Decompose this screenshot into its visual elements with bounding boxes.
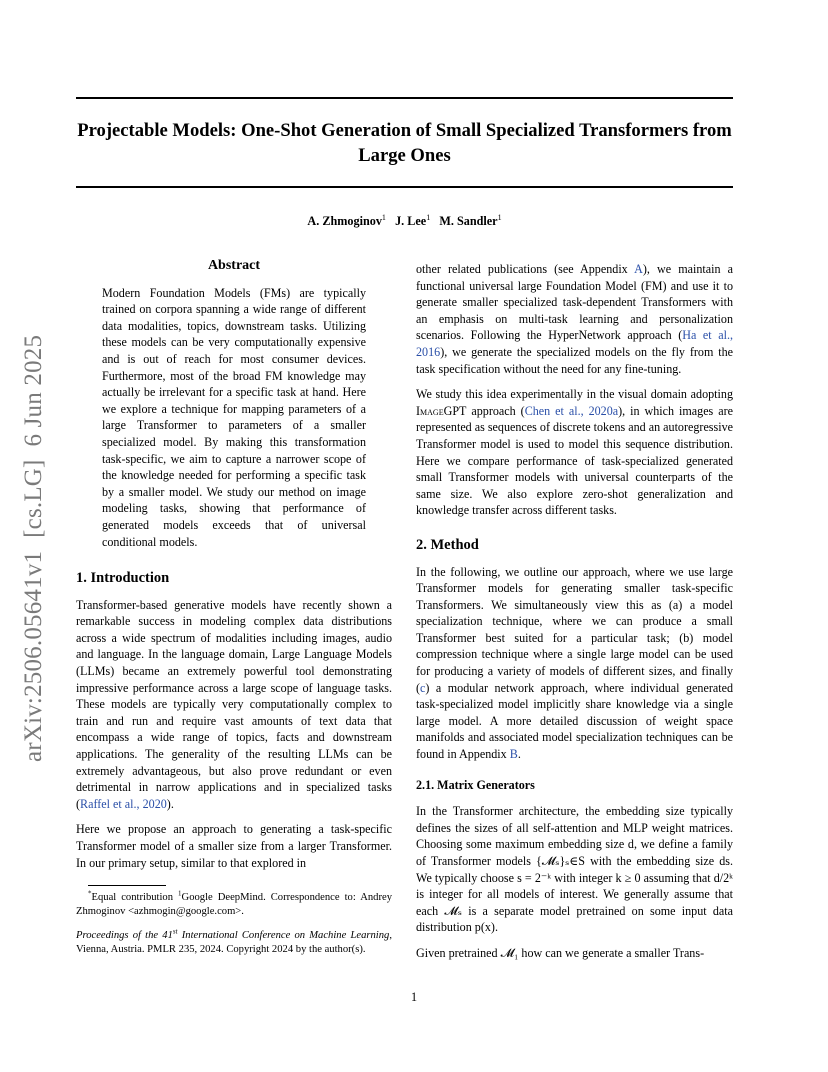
right-column [416, 261, 733, 971]
method-paragraph: In the following, we outline our approach, where we use large Transformer models for generating smaller task-specific Transformers. We simultaneously view this as (a) a model specialization technique, where we can produce a small Transformer best suited for a particular task; (b) model compression technique where a single large model can be used for producing a variety of models of different sizes, and finally (c) a modular network approach, where individual generated task-specialized model implicitly share knowledge via a single large model. A more detailed discussion of weight space manifolds and associated model specialization techniques can be found in Appendix B. [416, 564, 733, 762]
intro-paragraph: Here we propose an approach to generating a task-specific Transformer model of a smaller size from a larger Transformer. In our primary setup, similar to that explored in [76, 822, 392, 870]
abstract-heading: Abstract [207, 258, 261, 273]
author-affiliation-mark: 1 [426, 212, 431, 222]
item-ref-link[interactable]: c [420, 680, 426, 695]
author-list [76, 214, 733, 229]
appendix-link[interactable]: A [634, 262, 643, 276]
left-column [76, 258, 392, 967]
intro-paragraph: Transformer-based generative models have recently shown a remarkable success in modeling complex data distributions across a wide spectrum of modalities including images, audio and language. In the language domain, Large Language Models (LLMs) became an extremely powerful tool demonstrating impressive performance across a large scope of language tasks. These models are typically very computationally complex to train and run and require vast amounts of text data that encompass a wide range of topics, facts and downstream applications. The generality of the resulting LLMs can be extremely advantageous, but also prove redundant or even detrimental in narrow applications and in specialized tasks (Raffel et al., 2020). [76, 597, 392, 811]
author-name: M. Sandler [439, 214, 498, 228]
page-number: 1 [410, 990, 418, 1004]
affiliation-footnote: *Equal contribution $^1$Google DeepMind. Correspondence to: Andrey Zhmoginov <azhmogin@google.com>. [76, 889, 392, 918]
top-rule [76, 97, 733, 99]
introduction-heading: 1. Introduction [76, 570, 170, 587]
author-affiliation-mark: 1 [381, 212, 386, 222]
method-heading: 2. Method [416, 536, 479, 553]
arxiv-identifier: arXiv:2506.05641v1 [cs.LG] 6 Jun 2025 [20, 334, 47, 762]
citation-link[interactable]: Ha et al., 2016 [416, 328, 733, 359]
citation-link[interactable]: Chen et al., 2020a [524, 403, 619, 418]
abstract-text: Modern Foundation Models (FMs) are typically trained on corpora spanning a wide range of different data modalities, topics, downstream tasks. Utilizing these models can be very computationally expensive and is out of reach for most consumer devices. Furthermore, most of the broad FM knowledge may actually be irrelevant for a specific task at hand. Here we explore a technique for mapping parameters of a large Transformer to parameters of a smaller specialized model. By making this transformation task-specific, we aim to capture a narrower scope of the knowledge needed for performing a specific task by a smaller model. We study our method on image modeling tasks, showing that performance of generated models exceeds that of universal conditional models. [102, 285, 366, 549]
author-name: J. Lee [395, 214, 427, 228]
title-bottom-rule [76, 186, 733, 188]
appendix-link[interactable]: B [509, 747, 518, 762]
matrix-paragraph: Given pretrained 𝓜₁ how can we generate a smaller Trans- [416, 945, 705, 960]
matrix-paragraph: In the Transformer architecture, the embedding size typically defines the sizes of all self-attention and MLP weight matrices. Choosing some maximum embedding size d, we define a family of Transformer models {𝓜ₛ}ₛ∈S with the embedding size ds. We typically choose s = 2⁻ᵏ with integer k ≥ 0 assuming that d/2ᵏ is integer for all models of interest. We generally assume that each 𝓜ₛ is a separate model pretrained on some input data distribution p(x). [416, 804, 733, 935]
matrix-generators-heading: 2.1. Matrix Generators [416, 777, 535, 792]
author-affiliation-mark: 1 [497, 212, 502, 222]
proceedings-footnote: Proceedings of the 41st International Conference on Machine Learning, Vienna, Austria. PMLR 235, 2024. Copyright 2024 by the author(s). [76, 927, 392, 956]
body-paragraph: other related publications (see Appendix A), we maintain a functional universal large Foundation Model (FM) and use it to generate smaller specialized task-dependent Transformers with an emphasis on multi-task learning and personalization scenarios. Following the HyperNetwork approach (Ha et al., 2016), we generate the specialized models on the fly from the task specification without the need for any fine-tuning. [416, 262, 733, 376]
citation-link[interactable]: Raffel et al., 2020 [80, 796, 167, 811]
paper-title: Projectable Models: One-Shot Generation of Small Specialized Transformers from Large Ones [77, 120, 732, 166]
body-paragraph: We study this idea experimentally in the visual domain adopting ImageGPT approach (Chen et al., 2020a), in which images are represented as sequences of discrete tokens and an autoregressive Transformer model is used to model this sequence distribution. Here we compare performance of task-specialized generated small Transformer models with universal counterparts of the same size. We also explore zero-shot generalization and knowledge transfer across different tasks. [416, 387, 733, 518]
author-name: A. Zhmoginov [307, 214, 382, 228]
footnote-rule [88, 885, 166, 886]
